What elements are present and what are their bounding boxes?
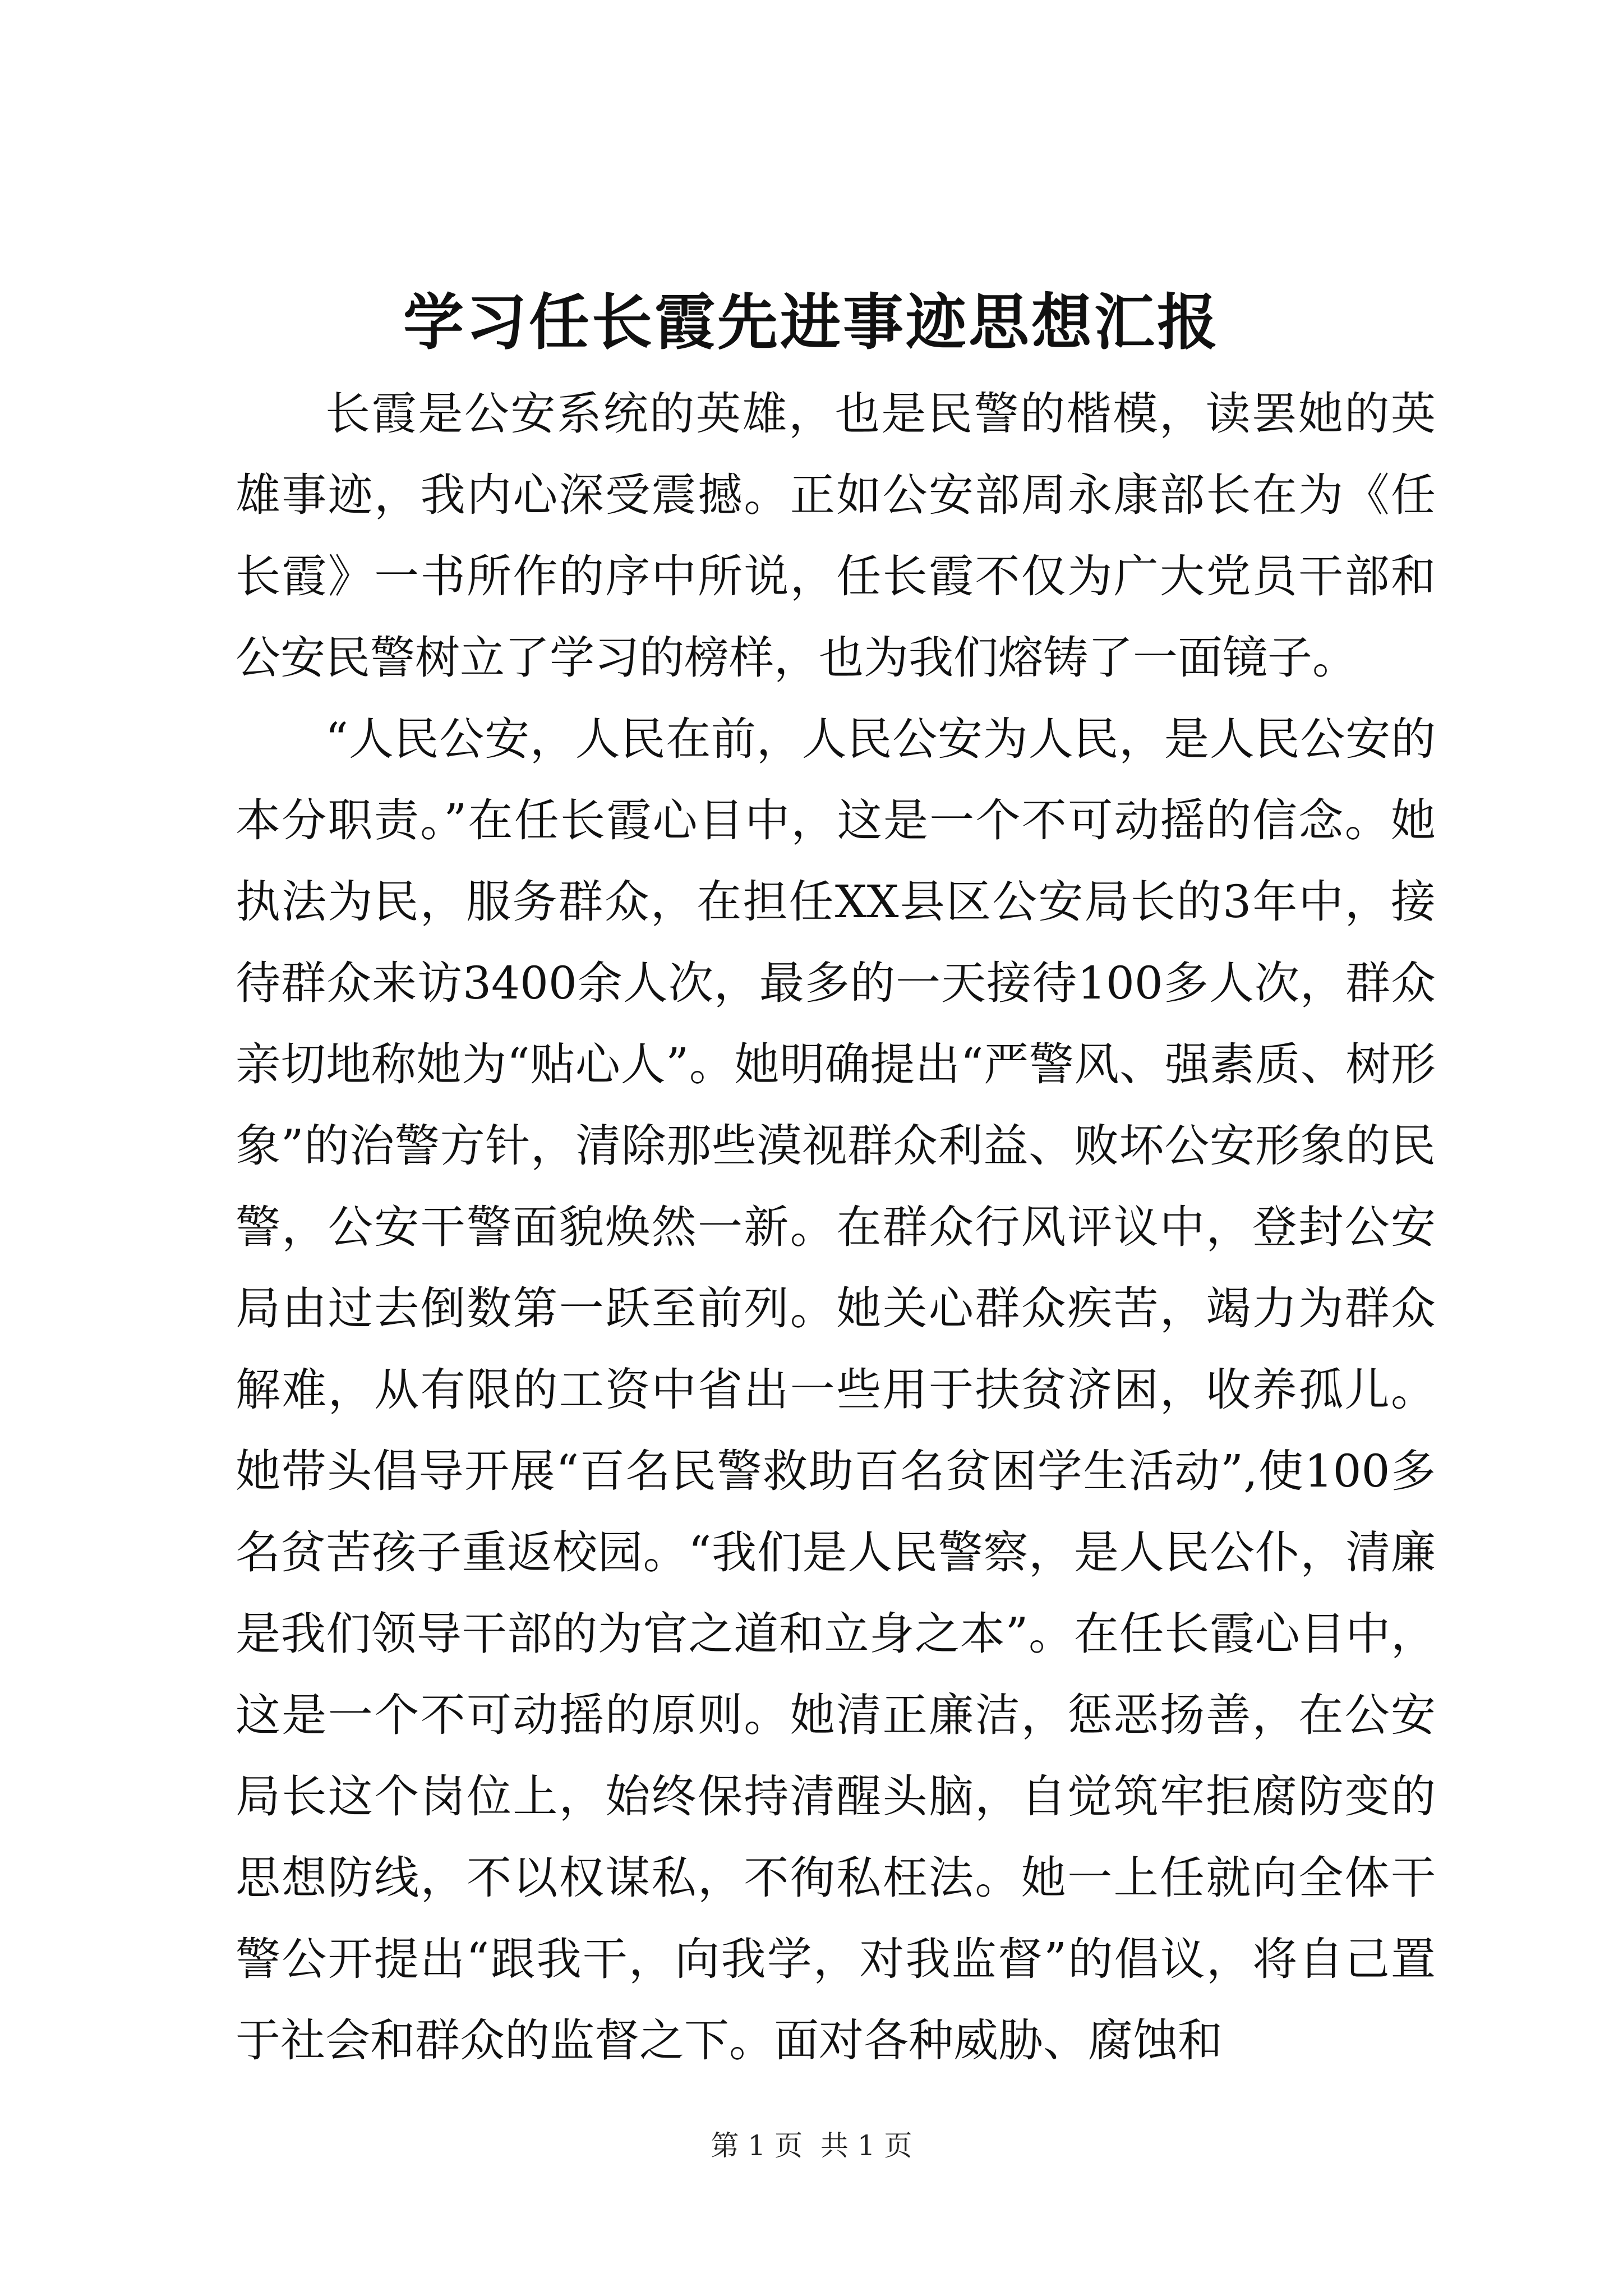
page-footer: [0, 2126, 1623, 2165]
page-number-label: 第 1 页 共 1 页: [711, 2129, 912, 2162]
paragraph-1: 长霞是公安系统的英雄，也是民警的楷模，读罢她的英雄事迹，我内心深受震撼。正如公安部周永康部长在为《任长霞》一书所作的序中所说，任长霞不仅为广大党员干部和公安民警树立了学习的榜样，也为我们熔铸了一面镜子。: [236, 388, 1436, 684]
document-body: [236, 373, 1436, 2081]
paragraph-2: “人民公安，人民在前，人民公安为人民，是人民公安的本分职责。”在任长霞心目中，这是一个不可动摇的信念。她执法为民，服务群众，在担任XX县区公安局长的3年中，接待群众来访3400余人次，最多的一天接待100多人次，群众亲切地称她为“贴心人”。她明确提出“严警风、强素质、树形象”的治警方针，清除那些漠视群众利益、败坏公安形象的民警，公安干警面貌焕然一新。在群众行风评议中，登封公安局由过去倒数第一跃至前列。她关心群众疾苦，竭力为群众解难，从有限的工资中省出一些用于扶贫济困，收养孤儿。她带头倡导开展“百名民警救助百名贫困学生活动”,使100多名贫苦孩子重返校园。“我们是人民警察，是人民公仆，清廉是我们领导干部的为官之道和立身之本”。在任长霞心目中，这是一个不可动摇的原则。她清正廉洁，惩恶扬善，在公安局长这个岗位上，始终保持清醒头脑，自觉筑牢拒腐防变的思想防线，不以权谋私，不徇私枉法。她一上任就向全体干警公开提出“跟我干，向我学，对我监督”的倡议，将自己置于社会和群众的监督之下。面对各种威胁、腐蚀和: [236, 713, 1436, 2067]
document-title: 学习任长霞先进事迹思想汇报: [403, 287, 1220, 358]
